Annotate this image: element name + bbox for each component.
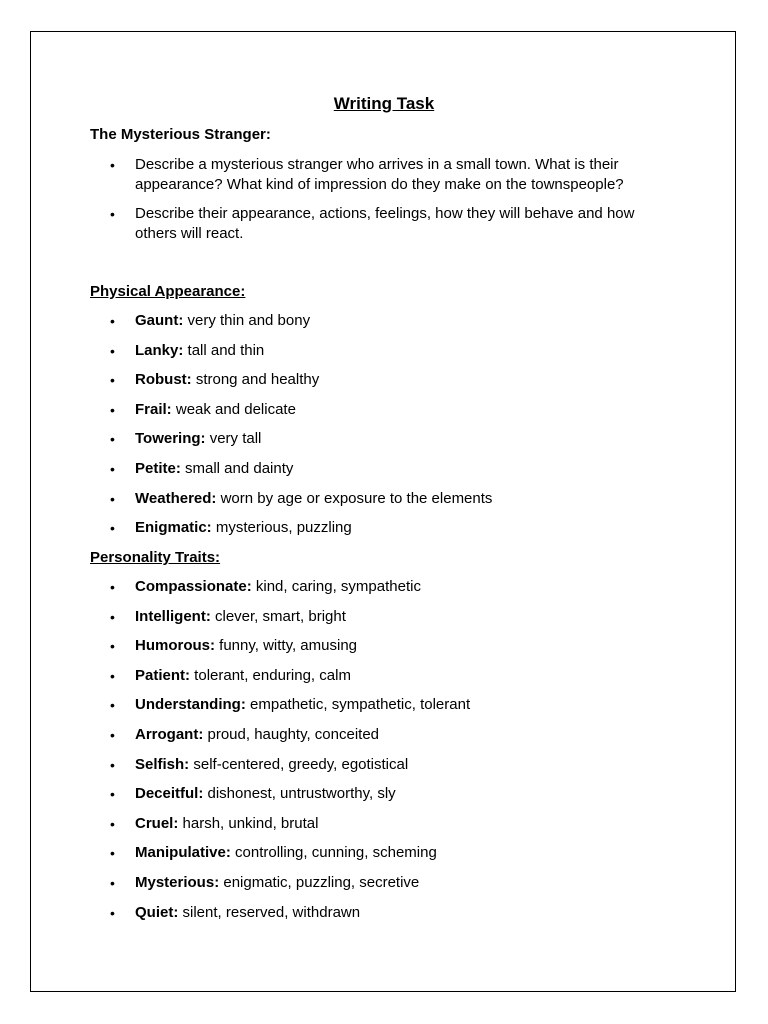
term-label: Understanding: bbox=[135, 696, 246, 714]
term-definition: small and dainty bbox=[180, 460, 294, 477]
term-definition: empathetic, sympathetic, tolerant bbox=[245, 696, 471, 714]
bullet-icon: • bbox=[110, 431, 115, 448]
bullet-icon: • bbox=[110, 875, 115, 891]
term-label: Robust: bbox=[135, 371, 192, 389]
list-item-text bbox=[135, 873, 655, 893]
bullet-icon: • bbox=[110, 313, 115, 329]
term-definition: dishonest, untrustworthy, sly bbox=[203, 785, 396, 803]
bullet-icon: • bbox=[110, 461, 115, 477]
term-definition: proud, haughty, conceited bbox=[203, 726, 380, 743]
personality-heading: Personality Traits: bbox=[90, 549, 221, 566]
term-definition: worn by age or exposure to the elements bbox=[216, 489, 493, 507]
bullet-icon: • bbox=[110, 845, 115, 862]
bullet-icon: • bbox=[110, 786, 115, 803]
term-definition: mysterious, puzzling bbox=[211, 519, 352, 537]
term-definition: strong and healthy bbox=[191, 371, 320, 389]
bullet-icon: • bbox=[110, 638, 115, 655]
intro-item-text: Describe a mysterious stranger who arrives in a small town. What is their appearance? What kind of impression do they make on the townspeople? bbox=[135, 156, 624, 193]
term-label: Petite: bbox=[135, 460, 181, 477]
term-label: Towering: bbox=[135, 430, 206, 448]
intro-item-text: Describe their appearance, actions, feelings, how they will behave and how others will react. bbox=[135, 205, 635, 242]
term-label: Selfish: bbox=[135, 755, 190, 773]
list-item-text bbox=[135, 784, 655, 804]
bullet-icon: • bbox=[110, 904, 115, 921]
bullet-icon: • bbox=[110, 490, 115, 507]
term-label: Deceitful: bbox=[135, 785, 204, 803]
list-item-text bbox=[135, 370, 655, 390]
intro-heading: The Mysterious Stranger: bbox=[90, 126, 271, 143]
list-item-text bbox=[135, 725, 655, 745]
term-definition: silent, reserved, withdrawn bbox=[178, 903, 361, 921]
term-definition: enigmatic, puzzling, secretive bbox=[219, 874, 420, 891]
term-label: Gaunt: bbox=[135, 312, 184, 329]
list-item-text bbox=[135, 518, 655, 538]
term-definition: tall and thin bbox=[183, 341, 265, 359]
term-definition: very thin and bony bbox=[183, 312, 311, 329]
list-item-text bbox=[135, 636, 655, 656]
bullet-icon: • bbox=[110, 401, 115, 418]
bullet-icon: • bbox=[110, 608, 115, 625]
bullet-icon: • bbox=[110, 372, 115, 389]
term-label: Arrogant: bbox=[135, 726, 204, 743]
list-item-text bbox=[135, 400, 655, 420]
term-definition: controlling, cunning, scheming bbox=[230, 844, 437, 862]
bullet-icon: • bbox=[110, 667, 115, 684]
list-item-text bbox=[135, 577, 655, 597]
term-label: Enigmatic: bbox=[135, 519, 212, 537]
physical-heading: Physical Appearance: bbox=[90, 283, 246, 300]
list-item-text bbox=[135, 489, 655, 509]
list-item-text bbox=[135, 695, 655, 715]
term-label: Cruel: bbox=[135, 814, 179, 832]
term-definition: self-centered, greedy, egotistical bbox=[189, 755, 409, 773]
list-item-text bbox=[135, 341, 655, 361]
list-item-text bbox=[135, 843, 655, 863]
bullet-icon: • bbox=[110, 520, 115, 537]
term-definition: kind, caring, sympathetic bbox=[251, 578, 421, 595]
term-label: Compassionate: bbox=[135, 578, 252, 595]
term-label: Patient: bbox=[135, 666, 191, 684]
term-label: Mysterious: bbox=[135, 874, 220, 891]
list-item-text bbox=[135, 666, 655, 686]
bullet-icon: • bbox=[110, 756, 115, 773]
list-item-text bbox=[135, 429, 655, 449]
bullet-icon: • bbox=[110, 157, 115, 173]
bullet-icon: • bbox=[110, 697, 115, 714]
term-label: Weathered: bbox=[135, 489, 217, 507]
bullet-icon: • bbox=[110, 206, 115, 222]
list-item-text bbox=[135, 903, 655, 923]
term-label: Lanky: bbox=[135, 341, 184, 359]
term-definition: weak and delicate bbox=[171, 400, 296, 418]
bullet-icon: • bbox=[110, 579, 115, 595]
term-label: Manipulative: bbox=[135, 844, 231, 862]
list-item-text bbox=[135, 459, 655, 479]
list-item-text bbox=[135, 311, 655, 331]
term-label: Frail: bbox=[135, 400, 172, 418]
term-definition: tolerant, enduring, calm bbox=[190, 666, 351, 684]
list-item-text bbox=[135, 755, 655, 775]
list-item-text bbox=[135, 814, 655, 834]
bullet-icon: • bbox=[110, 342, 115, 359]
term-definition: clever, smart, bright bbox=[210, 607, 346, 625]
list-item-text bbox=[135, 607, 655, 627]
term-definition: very tall bbox=[205, 430, 262, 448]
term-label: Humorous: bbox=[135, 637, 215, 655]
bullet-icon: • bbox=[110, 815, 115, 832]
term-label: Intelligent: bbox=[135, 607, 211, 625]
bullet-icon: • bbox=[110, 727, 115, 743]
page-title: Writing Task bbox=[333, 94, 435, 113]
term-definition: funny, witty, amusing bbox=[215, 637, 358, 655]
term-definition: harsh, unkind, brutal bbox=[178, 814, 319, 832]
term-label: Quiet: bbox=[135, 903, 179, 921]
